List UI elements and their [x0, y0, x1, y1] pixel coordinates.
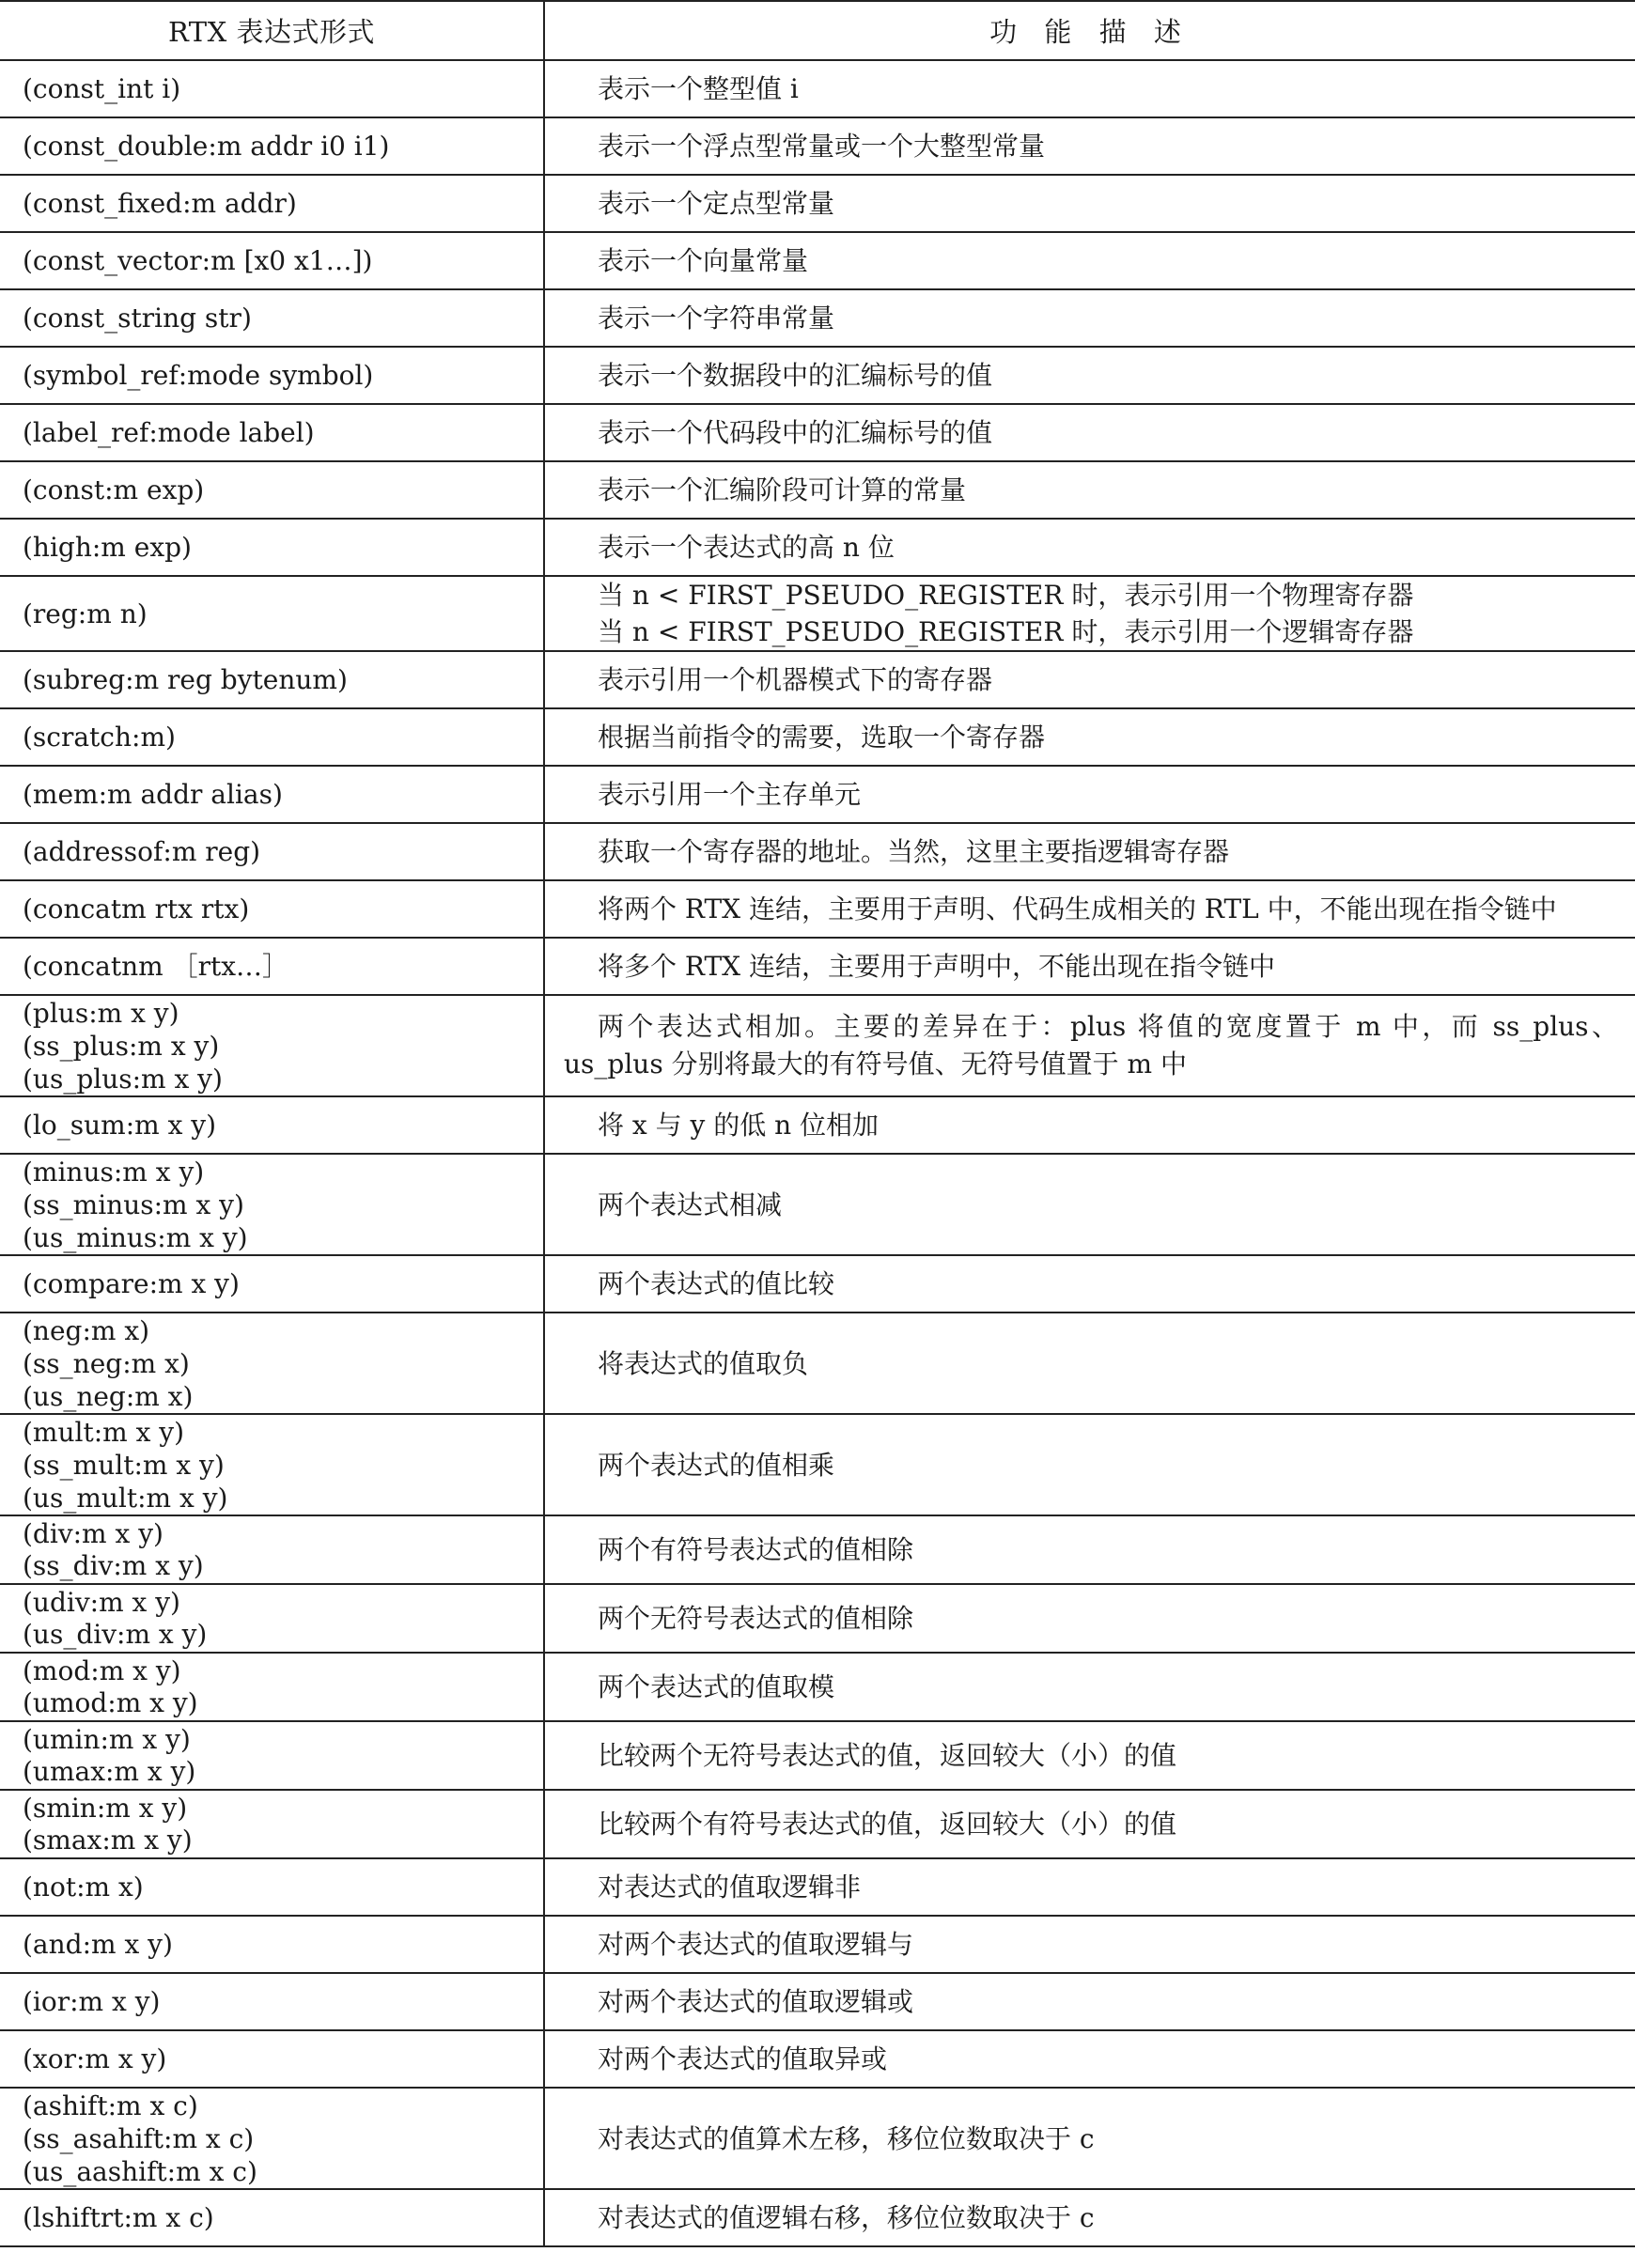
expression-form-cell	[0, 347, 544, 404]
expression-form-line: (const_string str)	[23, 303, 252, 334]
function-description-cell	[544, 995, 1635, 1096]
function-description-line: 对两个表达式的值取异或	[598, 2043, 888, 2074]
expression-form-line: (us_minus:m x y)	[23, 1221, 248, 1253]
expression-form-line: (mult:m x y)	[23, 1416, 185, 1448]
table-row	[0, 1858, 1635, 1916]
table-row	[0, 289, 1635, 347]
function-description-cell	[544, 2088, 1635, 2189]
function-description-cell	[544, 461, 1635, 519]
expression-form-cell	[0, 766, 544, 823]
function-description-cell	[544, 1916, 1635, 1973]
table-row	[0, 1973, 1635, 2030]
function-description-cell	[544, 708, 1635, 766]
function-description-cell	[544, 232, 1635, 289]
table-row	[0, 1916, 1635, 1973]
function-description-line: us_plus 分别将最大的有符号值、无符号值置于 m 中	[564, 1049, 1187, 1080]
table-row	[0, 880, 1635, 938]
function-description-line: 获取一个寄存器的地址。当然，这里主要指逻辑寄存器	[598, 836, 1230, 867]
table-row	[0, 938, 1635, 995]
function-description-cell	[544, 1515, 1635, 1584]
expression-form-cell	[0, 2030, 544, 2088]
table-row	[0, 117, 1635, 175]
expression-form-line: (mem:m addr alias)	[23, 779, 283, 810]
expression-form-line: (lshiftrt:m x c)	[23, 2202, 214, 2233]
expression-form-line: (ashift:m x c)	[23, 2089, 198, 2121]
expression-form-line: (ss_mult:m x y)	[23, 1449, 225, 1481]
function-description-line: 对表达式的值取逻辑非	[598, 1872, 862, 1903]
expression-form-cell	[0, 651, 544, 708]
expression-form-cell	[0, 2189, 544, 2246]
function-description-cell	[544, 1721, 1635, 1790]
expression-form-line: (us_mult:m x y)	[23, 1482, 228, 1514]
expression-form-line: (neg:m x)	[23, 1314, 150, 1346]
expression-form-cell	[0, 60, 544, 117]
function-description-line: 表示一个表达式的高 n 位	[598, 532, 895, 563]
expression-form-line: (plus:m x y)	[23, 997, 179, 1029]
table-row	[0, 823, 1635, 880]
function-description-line: 将 x 与 y 的低 n 位相加	[598, 1110, 880, 1141]
expression-form-line: (smin:m x y)	[23, 1792, 188, 1824]
expression-form-line: (mod:m x y)	[23, 1654, 181, 1686]
function-description-line: 表示引用一个机器模式下的寄存器	[598, 664, 993, 695]
table-row	[0, 404, 1635, 461]
table-header	[0, 1, 1635, 60]
expression-form-line: (umod:m x y)	[23, 1686, 198, 1718]
function-description-cell	[544, 576, 1635, 651]
function-description-line: 表示一个数据段中的汇编标号的值	[598, 360, 993, 391]
function-description-line: 对两个表达式的值取逻辑或	[598, 1986, 914, 2017]
expression-form-line: (ss_minus:m x y)	[23, 1188, 244, 1220]
table-row	[0, 347, 1635, 404]
expression-form-line: (const_fixed:m addr)	[23, 188, 297, 219]
expression-form-line: (div:m x y)	[23, 1517, 164, 1549]
expression-form-line: (high:m exp)	[23, 532, 192, 563]
function-description-line: 对表达式的值逻辑右移，移位位数取决于 c	[598, 2202, 1095, 2233]
function-description-cell	[544, 1154, 1635, 1255]
function-description-line: 两个表达式相加。主要的差异在于：plus 将值的宽度置于 m 中，而 ss_plus、	[598, 1011, 1618, 1042]
function-description-cell	[544, 60, 1635, 117]
table-row	[0, 766, 1635, 823]
expression-form-line: (const_int i)	[23, 73, 181, 104]
function-description-cell	[544, 1255, 1635, 1313]
expression-form-line: (us_div:m x y)	[23, 1618, 208, 1650]
function-description-cell	[544, 880, 1635, 938]
table-row	[0, 461, 1635, 519]
function-description-line: 将两个 RTX 连结，主要用于声明、代码生成相关的 RTL 中，不能出现在指令链中	[598, 893, 1557, 924]
expression-form-cell	[0, 117, 544, 175]
function-description-line: 表示一个汇编阶段可计算的常量	[598, 474, 967, 505]
expression-form-line: (label_ref:mode label)	[23, 417, 315, 448]
expression-form-cell	[0, 232, 544, 289]
header-function-description: 功 能 描 述	[544, 1, 1635, 60]
function-description-line: 将多个 RTX 连结，主要用于声明中，不能出现在指令链中	[598, 951, 1276, 982]
expression-form-cell	[0, 1973, 544, 2030]
function-description-line: 两个表达式的值相乘	[598, 1449, 835, 1481]
expression-form-line: (not:m x)	[23, 1872, 144, 1903]
table-row	[0, 1653, 1635, 1721]
table-body	[0, 60, 1635, 2246]
expression-form-line: (ss_div:m x y)	[23, 1549, 204, 1581]
function-description-cell	[544, 1584, 1635, 1653]
table-row	[0, 2030, 1635, 2088]
expression-form-line: (smax:m x y)	[23, 1824, 193, 1856]
table-row	[0, 1255, 1635, 1313]
expression-form-cell	[0, 708, 544, 766]
function-description-cell	[544, 519, 1635, 576]
expression-form-line: (minus:m x y)	[23, 1156, 205, 1188]
expression-form-cell	[0, 1653, 544, 1721]
expression-form-line: (symbol_ref:mode symbol)	[23, 360, 374, 391]
expression-form-line: (ss_plus:m x y)	[23, 1030, 220, 1062]
table-row	[0, 1096, 1635, 1154]
expression-form-line: (us_plus:m x y)	[23, 1063, 223, 1095]
function-description-cell	[544, 404, 1635, 461]
function-description-line: 比较两个无符号表达式的值，返回较大（小）的值	[598, 1740, 1177, 1771]
table-row	[0, 1584, 1635, 1653]
expression-form-line: (lo_sum:m x y)	[23, 1110, 217, 1141]
expression-form-cell	[0, 995, 544, 1096]
expression-form-cell	[0, 1313, 544, 1414]
expression-form-cell	[0, 1858, 544, 1916]
table-row	[0, 232, 1635, 289]
expression-form-line: (scratch:m)	[23, 722, 176, 753]
table-row	[0, 2088, 1635, 2189]
expression-form-line: (and:m x y)	[23, 1929, 173, 1960]
function-description-cell	[544, 823, 1635, 880]
table-row	[0, 519, 1635, 576]
function-description-cell	[544, 938, 1635, 995]
expression-form-line: (umin:m x y)	[23, 1723, 191, 1755]
function-description-line: 表示一个整型值 i	[598, 73, 799, 104]
function-description-line: 两个表达式的值比较	[598, 1268, 835, 1299]
function-description-cell	[544, 1790, 1635, 1858]
function-description-line: 表示一个向量常量	[598, 245, 809, 276]
expression-form-cell	[0, 2088, 544, 2189]
expression-form-line: (concatnm ［rtx…］	[23, 951, 289, 982]
function-description-cell	[544, 766, 1635, 823]
function-description-line: 两个表达式的值取模	[598, 1671, 835, 1702]
expression-form-line: (addressof:m reg)	[23, 836, 261, 867]
function-description-line: 表示一个字符串常量	[598, 303, 835, 334]
expression-form-cell	[0, 1255, 544, 1313]
function-description-cell	[544, 1858, 1635, 1916]
table-row	[0, 1721, 1635, 1790]
table-row	[0, 1313, 1635, 1414]
table-row	[0, 995, 1635, 1096]
expression-form-line: (concatm rtx rtx)	[23, 893, 250, 924]
expression-form-cell	[0, 1721, 544, 1790]
expression-form-line: (subreg:m reg bytenum)	[23, 664, 348, 695]
function-description-line: 两个有符号表达式的值相除	[598, 1534, 914, 1565]
function-description-line: 两个表达式相减	[598, 1188, 783, 1220]
header-expression-form: RTX 表达式形式	[0, 1, 544, 60]
table-row	[0, 1790, 1635, 1858]
function-description-cell	[544, 2189, 1635, 2246]
function-description-cell	[544, 1653, 1635, 1721]
table-row	[0, 175, 1635, 232]
expression-form-cell	[0, 1096, 544, 1154]
expression-form-line: (ior:m x y)	[23, 1986, 161, 2017]
function-description-line: 根据当前指令的需要，选取一个寄存器	[598, 722, 1046, 753]
function-description-line: 当 n < FIRST_PSEUDO_REGISTER 时，表示引用一个物理寄存器	[598, 580, 1414, 611]
expression-form-cell	[0, 1584, 544, 1653]
expression-form-cell	[0, 289, 544, 347]
function-description-cell	[544, 1096, 1635, 1154]
function-description-line: 对表达式的值算术左移，移位位数取决于 c	[598, 2122, 1095, 2154]
table-row	[0, 60, 1635, 117]
function-description-line: 表示引用一个主存单元	[598, 779, 862, 810]
function-description-line: 表示一个代码段中的汇编标号的值	[598, 417, 993, 448]
function-description-cell	[544, 1313, 1635, 1414]
function-description-cell	[544, 347, 1635, 404]
expression-form-cell	[0, 880, 544, 938]
function-description-line: 两个无符号表达式的值相除	[598, 1603, 914, 1634]
expression-form-line: (const_double:m addr i0 i1)	[23, 131, 390, 162]
expression-form-line: (us_aashift:m x c)	[23, 2155, 257, 2187]
table-row	[0, 1414, 1635, 1515]
expression-form-line: (udiv:m x y)	[23, 1586, 180, 1618]
expression-form-cell	[0, 1515, 544, 1584]
table-row	[0, 1154, 1635, 1255]
expression-form-cell	[0, 175, 544, 232]
expression-form-line: (us_neg:m x)	[23, 1380, 194, 1412]
expression-form-line: (ss_asahift:m x c)	[23, 2122, 255, 2154]
expression-form-line: (umax:m x y)	[23, 1755, 196, 1787]
function-description-cell	[544, 1973, 1635, 2030]
table-row	[0, 1515, 1635, 1584]
expression-form-line: (const_vector:m [x0 x1…])	[23, 245, 373, 276]
table-row	[0, 651, 1635, 708]
function-description-cell	[544, 2030, 1635, 2088]
function-description-cell	[544, 651, 1635, 708]
table-row	[0, 708, 1635, 766]
expression-form-cell	[0, 1154, 544, 1255]
expression-form-cell	[0, 1916, 544, 1973]
table-row	[0, 576, 1635, 651]
expression-form-line: (ss_neg:m x)	[23, 1347, 190, 1379]
function-description-cell	[544, 117, 1635, 175]
function-description-cell	[544, 175, 1635, 232]
function-description-line: 将表达式的值取负	[598, 1347, 809, 1379]
function-description-cell	[544, 289, 1635, 347]
expression-form-line: (xor:m x y)	[23, 2043, 167, 2074]
function-description-line: 当 n < FIRST_PSEUDO_REGISTER 时，表示引用一个逻辑寄存器	[598, 616, 1414, 647]
function-description-line: 对两个表达式的值取逻辑与	[598, 1929, 914, 1960]
expression-form-cell	[0, 461, 544, 519]
expression-form-cell	[0, 404, 544, 461]
function-description-line: 表示一个浮点型常量或一个大整型常量	[598, 131, 1046, 162]
expression-form-line: (const:m exp)	[23, 474, 205, 505]
expression-form-cell	[0, 1790, 544, 1858]
expression-form-cell	[0, 519, 544, 576]
function-description-line: 表示一个定点型常量	[598, 188, 835, 219]
expression-form-cell	[0, 1414, 544, 1515]
expression-form-cell	[0, 938, 544, 995]
function-description-cell	[544, 1414, 1635, 1515]
header-row	[0, 1, 1635, 60]
table-row	[0, 2189, 1635, 2246]
expression-form-line: (compare:m x y)	[23, 1268, 240, 1299]
expression-form-line: (reg:m n)	[23, 598, 148, 629]
expression-form-cell	[0, 823, 544, 880]
function-description-line: 比较两个有符号表达式的值，返回较大（小）的值	[598, 1809, 1177, 1840]
expression-form-cell	[0, 576, 544, 651]
